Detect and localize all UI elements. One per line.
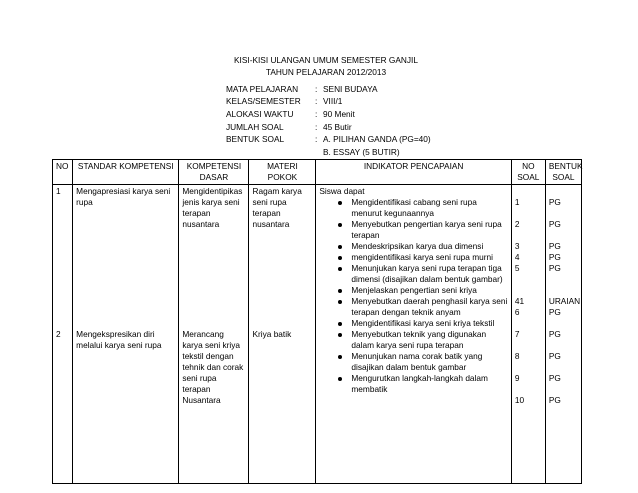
meta-value: SENI BUDAYA: [323, 84, 378, 94]
kompetensi-dasar: Merancang karya seni kriya tekstil dengan tehnik dan corak seni rupa terapan Nusantara: [182, 329, 244, 405]
indicator-item: Mengidentifikasi karya seni kriya tekstil: [319, 318, 507, 329]
bentuk-soal: PG: [548, 263, 561, 273]
indicator-item: Mengurutkan langkah-langkah dalam membatik: [319, 373, 507, 395]
meta-value: B. ESSAY (5 BUTIR): [323, 147, 400, 157]
bentuk-soal: PG: [548, 329, 561, 339]
indicator-item: Menunjukan nama corak batik yang disajikan dalam bentuk gambar: [319, 351, 507, 373]
meta-colon: :: [315, 96, 318, 106]
document-title: KISI-KISI ULANGAN UMUM SEMESTER GANJIL: [234, 55, 418, 65]
standar-kompetensi-cell: [73, 185, 179, 484]
row-number: 1: [56, 186, 61, 196]
indicator-item: Mendeskripsikan karya dua dimensi: [319, 241, 507, 252]
document-header: [226, 55, 426, 79]
indicator-item: Menyebutkan daerah penghasil karya seni terapan dengan teknik anyam: [319, 296, 507, 318]
table-header-row: [53, 160, 582, 185]
column-header: INDIKATOR PENCAPAIAN: [316, 160, 511, 185]
no-soal: 1: [514, 197, 520, 207]
indicator-list: [319, 197, 507, 395]
standar-kompetensi: Mengekspresikan diri melalui karya seni rupa: [76, 329, 162, 350]
bentuk-soal: PG: [548, 307, 561, 317]
bentuk-soal: PG: [548, 373, 561, 383]
meta-colon: :: [315, 122, 318, 132]
bentuk-soal: PG: [548, 241, 561, 251]
no-soal: 10: [514, 395, 525, 405]
no-soal-cell: [511, 185, 545, 484]
meta-label: BENTUK SOAL: [226, 134, 285, 144]
table-body-row: [53, 185, 582, 484]
meta-value: 45 Butir: [323, 122, 352, 132]
materi-pokok-cell: [249, 185, 316, 484]
no-soal: 4: [514, 252, 520, 262]
no-soal: 5: [514, 263, 520, 273]
document-subtitle: TAHUN PELAJARAN 2012/2013: [265, 67, 387, 77]
meta-colon: :: [315, 134, 318, 144]
kompetensi-dasar-cell: [179, 185, 249, 484]
indicator-item: mengidentifikasi karya seni rupa murni: [319, 252, 507, 263]
no-soal: 3: [514, 241, 520, 251]
meta-value: 90 Menit: [323, 109, 355, 119]
meta-value: VIII/1: [323, 96, 343, 106]
standar-kompetensi: Mengapresiasi karya seni rupa: [76, 186, 171, 207]
meta-label: KELAS/SEMESTER: [226, 96, 301, 106]
bentuk-soal-cell: [545, 185, 581, 484]
no-soal: 6: [514, 307, 520, 317]
indicator-item: Menyebutkan pengertian karya seni rupa terapan: [319, 219, 507, 241]
column-header: STANDAR KOMPETENSI: [73, 160, 179, 185]
column-header: NO: [53, 160, 73, 185]
bentuk-soal: PG: [548, 197, 561, 207]
column-header: KOMPETENSI DASAR: [179, 160, 249, 185]
column-header: MATERI POKOK: [249, 160, 316, 185]
bentuk-soal: PG: [548, 351, 561, 361]
indicator-item: Menyebutkan teknik yang digunakan dalam karya seni rupa terapan: [319, 329, 507, 351]
no-soal: 41: [514, 296, 525, 306]
no-soal: 9: [514, 373, 520, 383]
bentuk-soal: URAIAN: [548, 296, 581, 306]
kisi-table: [52, 159, 582, 484]
row-number: 2: [56, 329, 61, 339]
no-soal: 8: [514, 351, 520, 361]
column-header: BENTUK SOAL: [545, 160, 581, 185]
column-header: NO SOAL: [511, 160, 545, 185]
materi-pokok: Ragam karya seni rupa terapan nusantara: [252, 186, 302, 229]
indikator-cell: [316, 185, 511, 484]
meta-colon: :: [315, 109, 318, 119]
indicator-item: Menjelaskan pengertian seni kriya: [319, 285, 507, 296]
no-soal: 7: [514, 329, 520, 339]
materi-pokok: Kriya batik: [252, 329, 292, 339]
bentuk-soal: PG: [548, 252, 561, 262]
meta-label: JUMLAH SOAL: [226, 122, 284, 132]
no-cell: [53, 185, 73, 484]
bentuk-soal: PG: [548, 395, 561, 405]
kompetensi-dasar: Mengidentipikas jenis karya seni terapan nusantara: [182, 186, 243, 229]
indicator-item: Menunjukan karya seni rupa terapan tiga dimensi (disajikan dalam bentuk gambar): [319, 263, 507, 285]
indicator-item: Mengidentifikasi cabang seni rupa menurut kegunaannya: [319, 197, 507, 219]
meta-colon: :: [315, 84, 318, 94]
bentuk-soal: PG: [548, 219, 561, 229]
meta-value: A. PILIHAN GANDA (PG=40): [323, 134, 431, 144]
meta-label: MATA PELAJARAN: [226, 84, 299, 94]
indikator-intro: Siswa dapat: [319, 186, 365, 196]
no-soal: 2: [514, 219, 520, 229]
meta-label: ALOKASI WAKTU: [226, 109, 294, 119]
